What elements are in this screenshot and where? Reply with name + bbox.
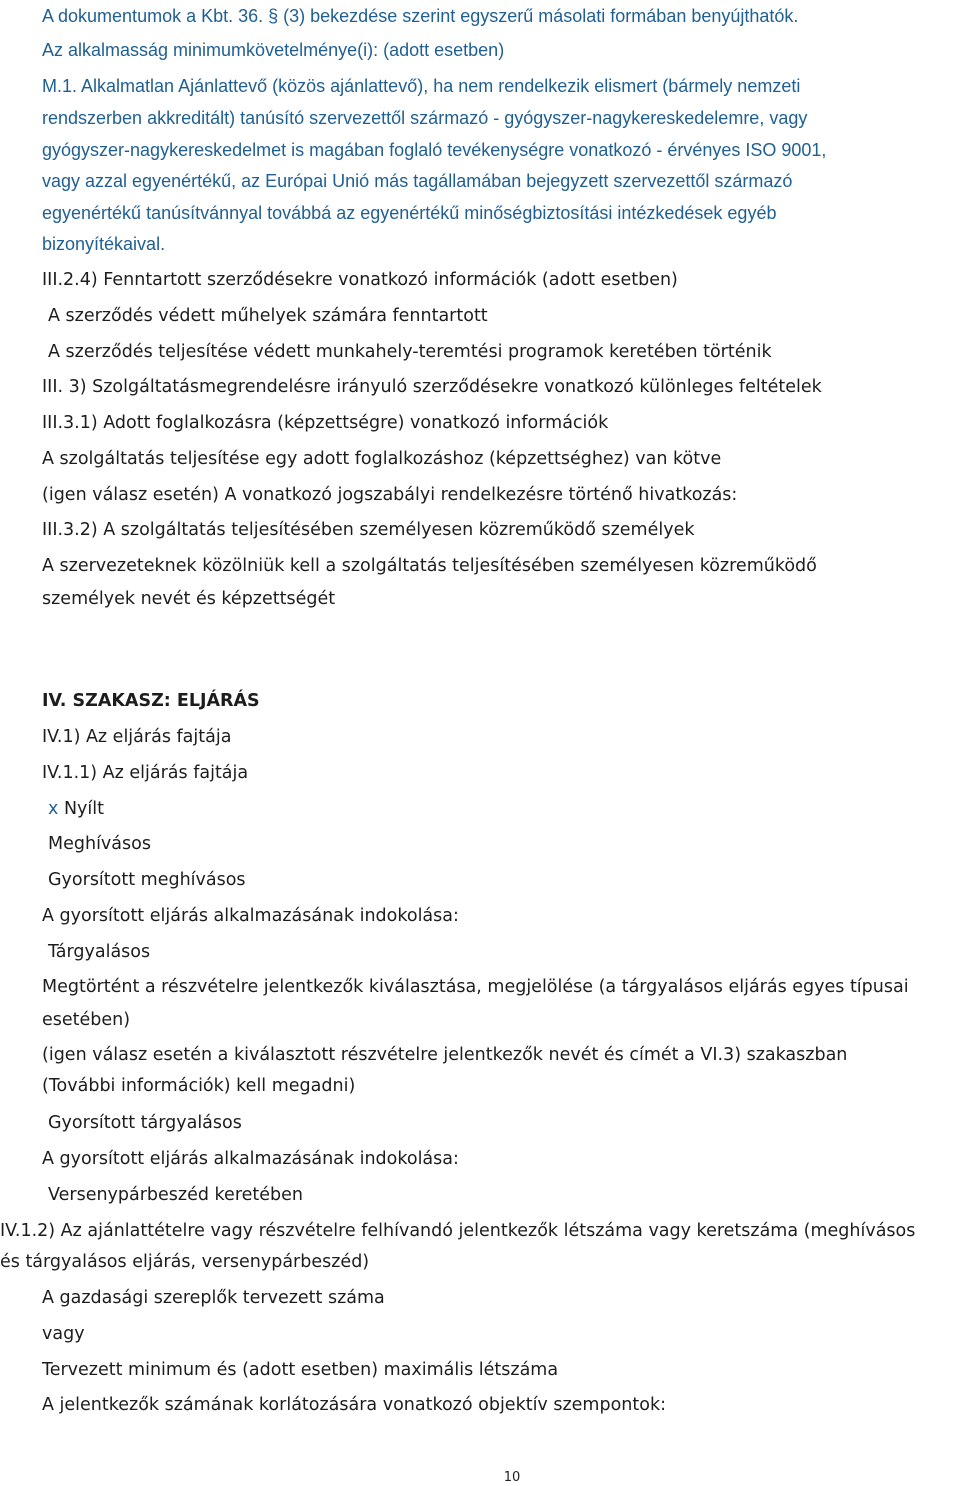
section-3-3-2-heading: III.3.2) A szolgáltatás teljesítésében személyesen közreműködő személyek [42,520,695,540]
min-max-line: Tervezett minimum és (adott esetben) maximális létszáma [42,1360,559,1380]
reserved-program-item: A szerződés teljesítése védett munkahely-teremtési programok keretében történik [48,342,772,362]
section-3-3-heading: III. 3) Szolgáltatásmegrendelésre irányuló szerződésekre vonatkozó különleges feltételek [42,377,822,397]
m1-line-5: egyenértékű tanúsítvánnyal továbbá az egyenértékű minőségbiztosítási intézkedések egyéb [42,203,777,223]
m1-line-3: gyógyszer-nagykereskedelmet is magában foglaló tevékenységre vonatkozó - érvényes ISO 9001, [42,140,827,160]
section-3-2-4-heading: III.2.4) Fenntartott szerződésekre vonatkozó információk (adott esetben) [42,270,678,290]
or-line: vagy [42,1324,85,1344]
m1-line-6: bizonyítékaival. [42,234,166,254]
profession-bound-line: A szolgáltatás teljesítése egy adott foglalkozáshoz (képzettséghez) van kötve [42,449,722,469]
option-nyilt-label: Nyílt [63,799,104,819]
accelerated-justification-1: A gyorsított eljárás alkalmazásának indokolása: [42,906,459,926]
legal-reference-line: (igen válasz esetén) A vonatkozó jogszabályi rendelkezésre történő hivatkozás: [42,485,738,505]
m1-line-4: vagy azzal egyenértékű, az Európai Unió más tagállamában bejegyzett szervezettől származó [42,171,793,191]
objective-criteria-line: A jelentkezők számának korlátozására vonatkozó objektív szempontok: [42,1395,666,1415]
m1-line-1: M.1. Alkalmatlan Ajánlattevő (közös ajánlattevő), ha nem rendelkezik elismert (bármely nemzeti [42,76,801,96]
yes-answer-line-2: (További információk) kell megadni) [42,1076,356,1096]
selected-mark: x [48,799,59,819]
section-4-1-2-line-2: és tárgyalásos eljárás, versenypárbeszéd) [0,1252,370,1272]
reserved-workshop-item: A szerződés védett műhelyek számára fenntartott [48,306,488,326]
option-meghivasos: Meghívásos [48,834,151,854]
section-4-1-2-line-1: IV.1.2) Az ajánlattételre vagy részvételre felhívandó jelentkezők létszáma vagy keretszáma (meghívásos [0,1221,916,1241]
personnel-line-1: A szervezeteknek közölniük kell a szolgáltatás teljesítésében személyesen közreműködő [42,556,817,576]
option-gyorsitott-meghivasos: Gyorsított meghívásos [48,870,246,890]
section-4-title: IV. SZAKASZ: ELJÁRÁS [42,691,260,711]
section-3-3-1-heading: III.3.1) Adott foglalkozásra (képzettségre) vonatkozó információk [42,413,609,433]
section-4-1-1-heading: IV.1.1) Az eljárás fajtája [42,763,249,783]
accelerated-justification-2: A gyorsított eljárás alkalmazásának indokolása: [42,1149,459,1169]
m1-line-2: rendszerben akkreditált) tanúsító szervezettől származó - gyógyszer-nagykereskedelemre, vagy [42,108,808,128]
suitability-requirement: Az alkalmasság minimumkövetelménye(i): (adott esetben) [42,40,505,60]
page-number: 10 [503,1470,521,1485]
planned-count-line: A gazdasági szereplők tervezett száma [42,1288,385,1308]
personnel-line-2: személyek nevét és képzettségét [42,589,336,609]
yes-answer-line-1: (igen válasz esetén a kiválasztott részvételre jelentkezők nevét és címét a VI.3) szakaszban [42,1045,848,1065]
selection-done-line-2: esetében) [42,1010,131,1030]
option-targyalasos: Tárgyalásos [48,942,151,962]
option-nyilt [48,797,104,821]
selection-done-line-1: Megtörtént a részvételre jelentkezők kiválasztása, megjelölése (a tárgyalásos eljárás egyes típusai [42,977,909,997]
option-versenyparbeszed: Versenypárbeszéd keretében [48,1185,303,1205]
section-4-1-heading: IV.1) Az eljárás fajtája [42,727,232,747]
doc-copy-note: A dokumentumok a Kbt. 36. § (3) bekezdése szerint egyszerű másolati formában benyújthatók. [42,6,799,26]
option-gyorsitott-targyalasos: Gyorsított tárgyalásos [48,1113,242,1133]
